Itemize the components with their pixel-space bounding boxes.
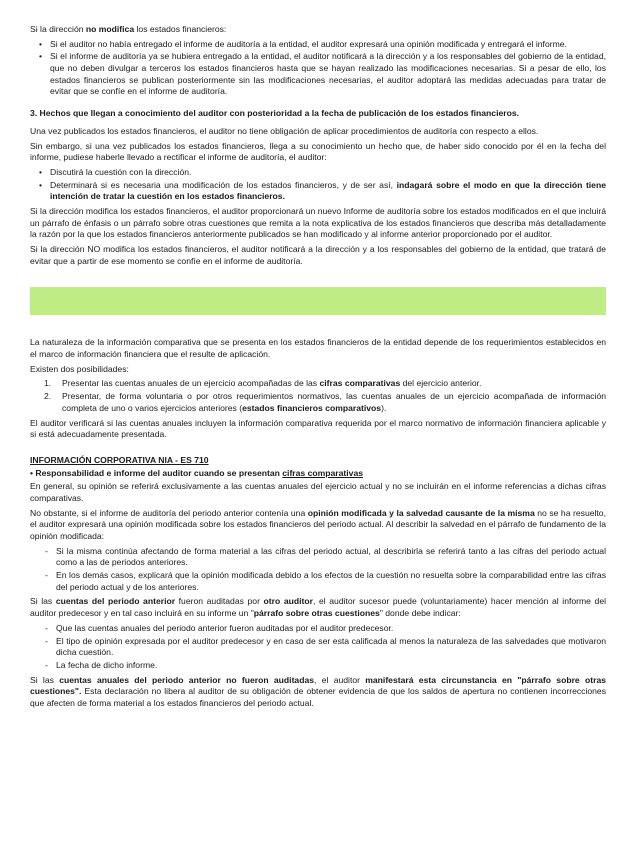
dash-marker: - [45, 545, 48, 556]
list-item [30, 180, 606, 203]
list-item [30, 636, 606, 659]
text-run-bold: no modifica [85, 24, 135, 34]
list-item [30, 39, 606, 51]
text-run: no se ha resuelto, el auditor expresará una opinión modificada sobre los estados financieros del periodo actual. Al describir la salvedad en el párrafo de fundamento de la opinión modificada: [30, 507, 606, 541]
text-run-bold: párrafo sobre otras cuestiones [253, 608, 380, 619]
list-item-text: Si el informe de auditoría ya se hubiera entregado a la entidad, el auditor notificará a la dirección y a los responsables del gobierno de la entidad, que no deben divulgar a terceros los estados financieros hasta que se hayan realizado las modificaciones necesarias. Si a pesar de ello, los estados financieros se publican posteriormente sin las modificaciones necesarias, el auditor adoptará las medidas adecuadas para tratar de evitar que se confíe en el informe de auditoría. [50, 51, 606, 97]
text-run: Si las [30, 596, 56, 607]
list-item-text: Si la misma continúa afectando de forma material a las cifras del periodo actual, al describirla se referirá tanto a las cifras del periodo actual como a las de periodos anteriores. [56, 545, 606, 568]
text-run-bold: otro auditor [263, 596, 313, 607]
text-run: No obstante, si el informe de auditoría del periodo anterior contenía una [30, 507, 308, 518]
list-item [30, 660, 606, 672]
dash-marker: - [45, 635, 48, 646]
paragraph: Existen dos posibilidades: [30, 363, 129, 374]
bullet-marker: • [39, 166, 43, 177]
dash-marker: - [45, 570, 48, 581]
paragraph: En general, su opinión se referirá exclusivamente a las cuentas anuales del ejercicio actual y no se incluirán en el informe referencias a dichas cifras comparativas. [30, 481, 606, 503]
text-run-bold: manifestará esta circunstancia en "párrafo sobre otras cuestiones". [30, 674, 607, 697]
paragraph [30, 675, 606, 710]
paragraph: Si la dirección modifica los estados financieros, el auditor proporcionará un nuevo Informe de auditoría sobre los estados modificados en el que incluirá un párrafo de énfasis o un párrafo sobre otras cuestiones que remita a la nota explicativa de los estados financieros que describa más detalladamente la razón por la que los estados financieros anteriormente publicados se han modificado y al informe anterior proporcionado por el auditor. [30, 205, 606, 240]
list-item [30, 570, 606, 593]
list-item [30, 167, 606, 179]
section-3-heading: 3. Hechos que llegan a conocimiento del auditor con posterioridad a la fecha de publicación de los estados financieros. [30, 108, 520, 119]
nia-section-title: INFORMACIÓN CORPORATIVA NIA - ES 710 [30, 454, 209, 465]
numbered-list [30, 378, 606, 414]
list-item-text: del ejercicio anterior. [400, 378, 482, 389]
nia-subheading [30, 468, 606, 480]
list-item [30, 623, 606, 635]
dash-marker: - [45, 622, 48, 633]
text-run: , el auditor [314, 674, 366, 685]
paragraph [30, 508, 606, 543]
bullet-marker: • [39, 51, 43, 62]
text-run: Si la dirección [30, 24, 86, 34]
list-item-text: Si el auditor no había entregado el informe de auditoría a la entidad, el auditor expresará una opinión modificada y entregará el informe. [50, 38, 567, 49]
list-item-text-bold: indagará sobre el modo en que la dirección tiene intención de tratar la cuestión en los estados financieros. [50, 179, 606, 202]
list-item [30, 378, 606, 390]
text-run: fueron auditadas por [175, 596, 264, 607]
text-run: , el auditor sucesor puede (voluntariamente) hacer mención al informe del auditor predecesor y en tal caso incluirá en su informe un " [30, 596, 607, 619]
list-item [30, 51, 606, 98]
dash-marker: - [45, 659, 48, 670]
paragraph: Sin embargo, si una vez publicados los estados financieros, llega a su conocimiento un hecho que, de haber sido conocido por él en la fecha del informe, pudiese haberle llevado a rectificar el informe de auditoría, el auditor: [30, 140, 606, 163]
list-item-text-bold: estados financieros comparativos [242, 402, 382, 413]
text-run: • Responsabilidad e informe del auditor cuando se presentan [30, 467, 283, 478]
list-item-text: Discutirá la cuestión con la dirección. [50, 166, 192, 177]
list-item-text: Presentar, de forma voluntaria o por otros requerimientos normativos, las cuentas anuales de un ejercicio acompañada de información completa de uno o varios ejercicios anteriores ( [62, 391, 606, 413]
sec2-bullet-list [30, 39, 606, 98]
text-run-underlined: cifras comparativas [282, 467, 364, 478]
paragraph: La naturaleza de la información comparativa que se presenta en los estados financieros de la entidad depende de los requerimientos establecidos en el marco de información financiera que el resulte de aplicación. [30, 337, 606, 360]
paragraph [30, 596, 606, 619]
dash-list [30, 623, 606, 672]
list-item-text-bold: cifras comparativas [319, 378, 401, 389]
list-item-text: ). [381, 402, 387, 413]
text-run: Esta declaración no libera al auditor de su obligación de obtener evidencia de que los saldos de apertura no contienen incorrecciones que afecten de forma material a los estados financieros del periodo actual. [30, 686, 606, 708]
sec3-bullet-list [30, 167, 606, 203]
list-item-text: Presentar las cuentas anuales de un ejercicio acompañadas de las [62, 378, 320, 389]
bullet-marker: • [39, 38, 43, 49]
number-marker: 1. [44, 378, 52, 389]
list-item-text: Determinará si es necesaria una modificación de los estados financieros, y de ser así, [50, 179, 397, 190]
text-run: los estados financieros: [134, 24, 227, 34]
text-run: " donde debe indicar: [379, 608, 461, 619]
paragraph: Una vez publicados los estados financieros, el auditor no tiene obligación de aplicar procedimientos de auditoría con respecto a ellos. [30, 125, 539, 136]
bullet-marker: • [39, 179, 43, 190]
paragraph: El auditor verificará si las cuentas anuales incluyen la información comparativa requerida por el marco normativo de información financiera aplicable y si está adecuadamente presentada. [30, 417, 606, 440]
text-run-bold: cuentas anuales del periodo anterior no fueron auditadas [59, 674, 315, 685]
text-run-bold: opinión modificada y la salvedad causante de la misma [307, 507, 535, 518]
text-run-bold: cuentas del periodo anterior [55, 596, 176, 607]
dash-list [30, 546, 606, 594]
list-item-text: Que las cuentas anuales del periodo anterior fueron auditadas por el auditor predecesor. [56, 622, 394, 633]
text-run: Si las [30, 674, 60, 685]
paragraph: Si la dirección NO modifica los estados financieros, el auditor notificará a la dirección y a los responsables del gobierno de la entidad, que tratará de evitar que a partir de ese momento se confíe en el informe de auditoría. [30, 244, 606, 266]
list-item [30, 391, 606, 414]
number-marker: 2. [44, 391, 52, 402]
section-title-band [30, 287, 606, 315]
list-item-text: El tipo de opinión expresada por el auditor predecesor y en caso de ser esta calificada al menos la naturaleza de las salvedades que motivaron dicha cuestión. [56, 635, 606, 658]
list-item [30, 546, 606, 569]
sec2-intro [30, 24, 606, 36]
list-item-text: La fecha de dicho informe. [56, 659, 158, 670]
list-item-text: En los demás casos, explicará que la opinión modificada debido a los efectos de la cuestión no resuelta sobre la comparabilidad entre las cifras del periodo actual y de los anteriores. [56, 570, 606, 592]
